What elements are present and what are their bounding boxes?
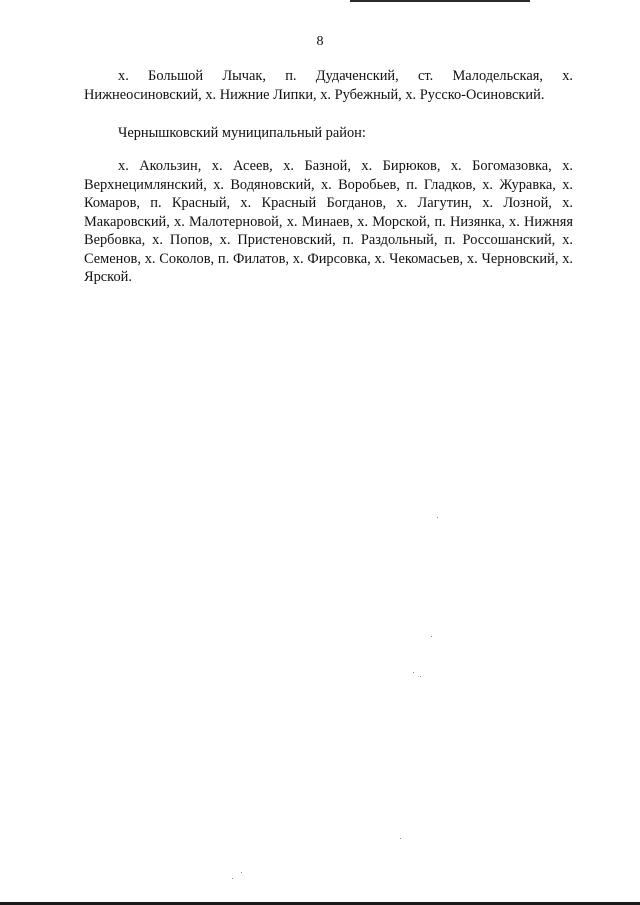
top-edge-line: [350, 0, 530, 2]
scan-speck: [413, 672, 414, 673]
scan-speck: [400, 838, 401, 839]
settlements-list-chernyshkovsky: [84, 157, 573, 287]
page-number: 8: [316, 34, 324, 49]
settlements-list-previous-district: [84, 67, 573, 104]
paragraph: х. Большой Лычак, п. Дудаченский, ст. Малодельская, х. Нижнеосиновский, х. Нижние Липки, х. Рубежный, х. Русско-Осиновский.: [84, 68, 573, 103]
district-heading: Чернышковский муниципальный район:: [118, 125, 366, 141]
scan-speck: [232, 878, 233, 879]
scan-speck: [431, 636, 432, 637]
scan-speck: [437, 517, 438, 518]
scan-speck: [241, 872, 242, 873]
scan-speck: [420, 676, 421, 677]
district-heading-block: [84, 124, 573, 143]
paragraph: х. Акользин, х. Асеев, х. Базной, х. Бирюков, х. Богомазовка, х. Верхнецимлянский, х. Водяновский, х. Воробьев, п. Гладков, х. Журавка, х. Комаров, п. Красный, х. Красный Богданов, х. Лагутин, х. Лозной, х. Макаровский, х. Малотерновой, х. Минаев, х. Морской, п. Низянка, х. Нижняя Вербовка, х. Попов, х. Пристеновский, п. Раздольный, п. Россошанский, х. Семенов, х. Соколов, п. Филатов, х. Фирсовка, х. Чекомасьев, х. Черновский, х. Ярской.: [84, 158, 573, 285]
